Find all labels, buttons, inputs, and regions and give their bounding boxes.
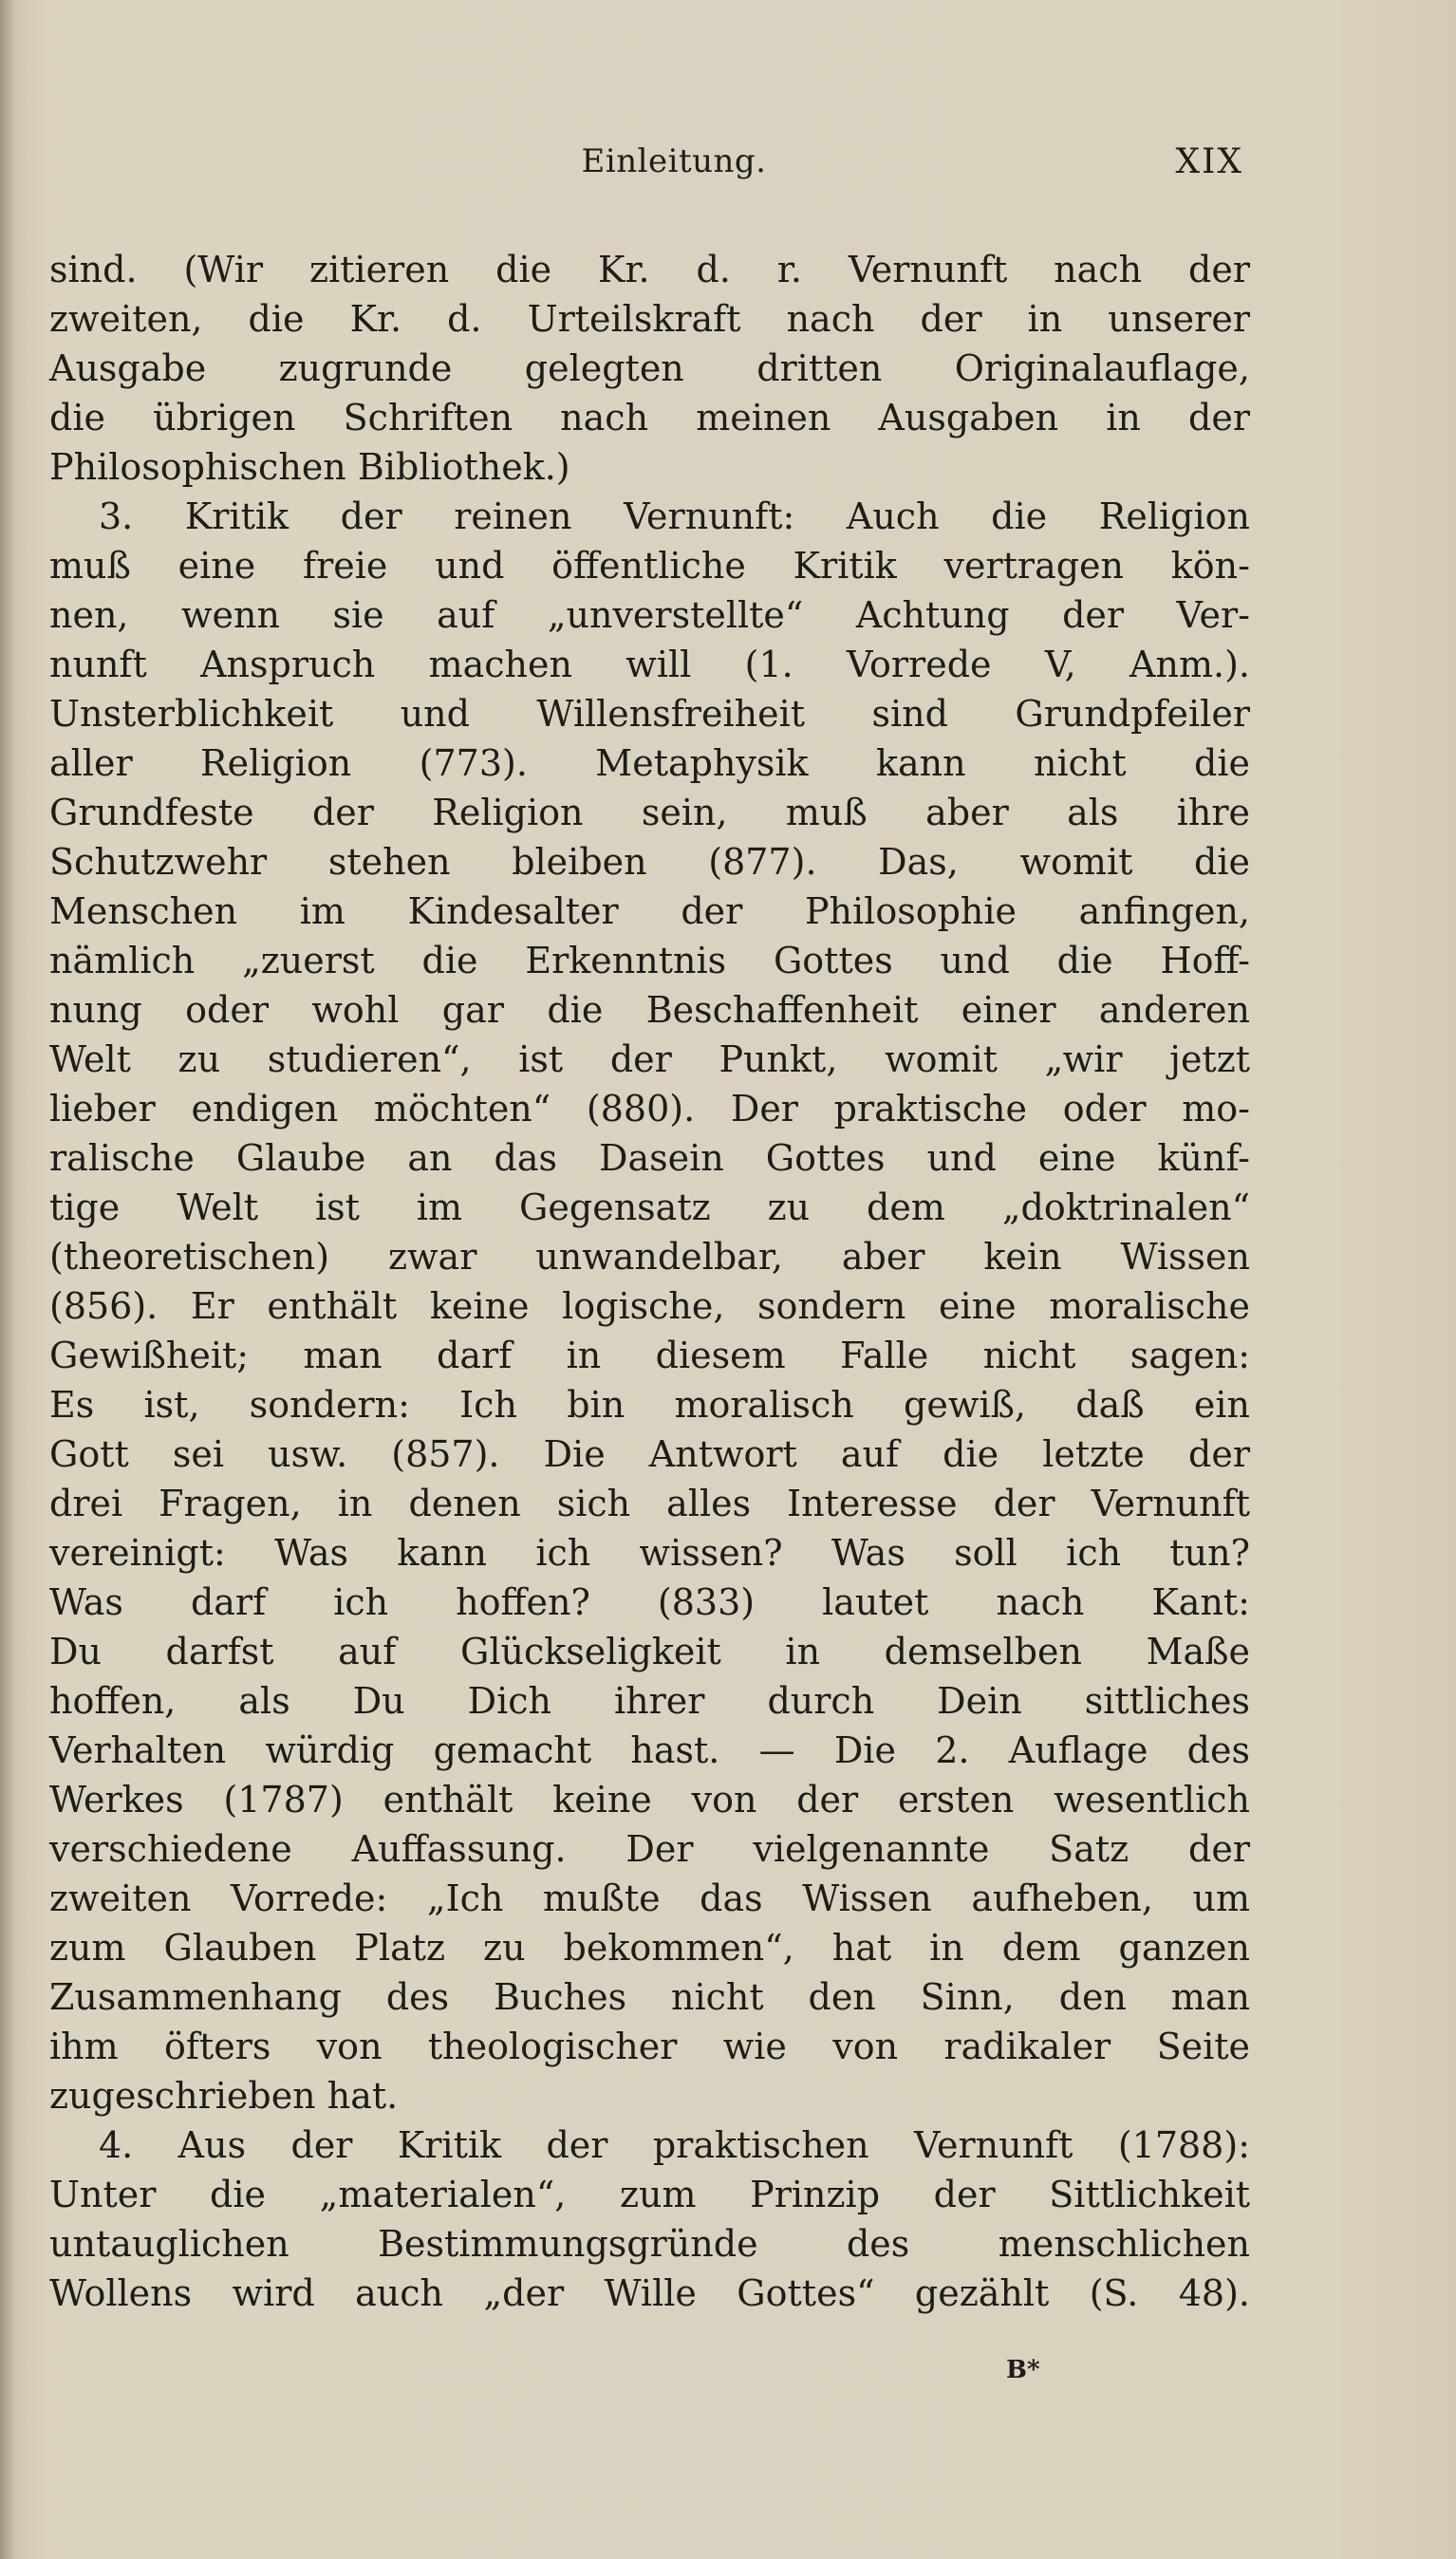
text-line: lieber endigen möchten“ (880). Der praktische oder mo- [49, 1088, 1250, 1130]
text-line: vereinigt: Was kann ich wissen? Was soll ich tun? [49, 1532, 1250, 1574]
text-line: nung oder wohl gar die Beschaffenheit einer anderen [49, 989, 1250, 1031]
text-line: Menschen im Kindesalter der Philosophie anfingen, [49, 890, 1250, 932]
text-line: Unsterblichkeit und Willensfreiheit sind Grundpfeiler [49, 693, 1250, 735]
text-line: muß eine freie und öffentliche Kritik vertragen kön- [49, 545, 1250, 587]
text-line: Wollens wird auch „der Wille Gottes“ gezählt (S. 48). [49, 2272, 1250, 2314]
text-line: untauglichen Bestimmungsgründe des menschlichen [49, 2223, 1250, 2265]
running-head [47, 142, 1243, 199]
text-line: Zusammenhang des Buches nicht den Sinn, den man [49, 1976, 1250, 2018]
text-line: nen, wenn sie auf „unverstellte“ Achtung der Ver- [49, 594, 1250, 636]
text-line: (856). Er enthält keine logische, sondern eine moralische [49, 1285, 1250, 1327]
text-line: hoffen, als Du Dich ihrer durch Dein sittliches [49, 1680, 1250, 1722]
text-line: aller Religion (773). Metaphysik kann nicht die [49, 742, 1250, 784]
text-line: Gewißheit; man darf in diesem Falle nicht sagen: [49, 1335, 1250, 1376]
text-line: 4. Aus der Kritik der praktischen Vernunft (1788): [99, 2124, 1250, 2166]
text-line: Welt zu studieren“, ist der Punkt, womit „wir jetzt [49, 1038, 1250, 1080]
text-line: Schutzwehr stehen bleiben (877). Das, womit die [49, 841, 1250, 883]
text-line: (theoretischen) zwar unwandelbar, aber kein Wissen [49, 1236, 1250, 1278]
text-line: Du darfst auf Glückseligkeit in demselben Maße [49, 1631, 1250, 1672]
text-line: Was darf ich hoffen? (833) lautet nach Kant: [49, 1581, 1250, 1623]
text-line: 3. Kritik der reinen Vernunft: Auch die Religion [99, 495, 1250, 537]
text-line: sind. (Wir zitieren die Kr. d. r. Vernunft nach der [49, 249, 1250, 290]
text-line: zum Glauben Platz zu bekommen“, hat in dem ganzen [49, 1927, 1250, 1969]
text-line: ralische Glaube an das Dasein Gottes und eine künf- [49, 1137, 1250, 1179]
text-line: Verhalten würdig gemacht hast. — Die 2. Auflage des [49, 1729, 1250, 1771]
text-line: Gott sei usw. (857). Die Antwort auf die letzte der [49, 1433, 1250, 1475]
text-line: drei Fragen, in denen sich alles Interesse der Vernunft [49, 1483, 1250, 1524]
body-text [49, 245, 1250, 2318]
page-number: XIX [1175, 142, 1243, 181]
page-gutter-shadow [0, 0, 13, 2559]
printer-signature-mark: B* [1006, 2356, 1040, 2384]
text-line: zweiten, die Kr. d. Urteilskraft nach der in unserer [49, 298, 1250, 340]
text-line: tige Welt ist im Gegensatz zu dem „doktrinalen“ [49, 1186, 1250, 1228]
text-line: Grundfeste der Religion sein, muß aber als ihre [49, 792, 1250, 833]
text-line: verschiedene Auffassung. Der vielgenannte Satz der [49, 1828, 1250, 1870]
text-line: Philosophischen Bibliothek.) [49, 446, 570, 488]
text-line: die übrigen Schriften nach meinen Ausgaben in der [49, 397, 1250, 439]
text-line: Es ist, sondern: Ich bin moralisch gewiß, daß ein [49, 1384, 1250, 1426]
text-line: Unter die „materialen“, zum Prinzip der Sittlichkeit [49, 2174, 1250, 2215]
text-line: zugeschrieben hat. [49, 2075, 399, 2117]
text-line: nunft Anspruch machen will (1. Vorrede V, Anm.). [49, 644, 1250, 685]
text-line: zweiten Vorrede: „Ich mußte das Wissen aufheben, um [49, 1877, 1250, 1919]
text-line: ihm öfters von theologischer wie von radikaler Seite [49, 2026, 1250, 2067]
text-line: Werkes (1787) enthält keine von der ersten wesentlich [49, 1779, 1250, 1821]
text-line: Ausgabe zugrunde gelegten dritten Originalauflage, [49, 347, 1250, 389]
running-head-title: Einleitung. [581, 142, 767, 180]
text-line: nämlich „zuerst die Erkenntnis Gottes und die Hoff- [49, 940, 1250, 981]
